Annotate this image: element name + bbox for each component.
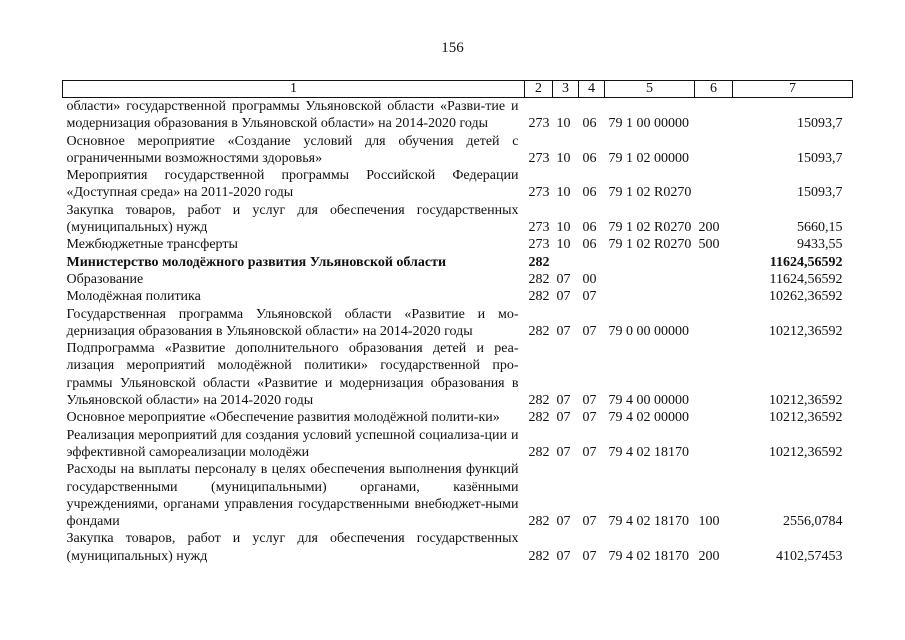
row-kbk-ministry: 273 [528, 116, 550, 132]
row-amount: 4102,57453 [776, 548, 843, 564]
row-kbk-ministry: 282 [528, 271, 550, 287]
table-row [63, 530, 853, 565]
row-amount: 2556,0784 [783, 514, 843, 530]
row-name: Министерство молодёжного развития Ульяновской области [66, 254, 447, 270]
row-subsection: 07 [582, 444, 597, 460]
row-section: 10 [556, 220, 571, 236]
row-kbk-ministry: 282 [528, 393, 550, 409]
row-expense-type [695, 133, 733, 168]
row-subsection: 06 [582, 237, 597, 253]
row-amount: 10262,36592 [769, 289, 843, 305]
row-target-article: 79 1 02 00000 [608, 150, 689, 166]
table-body [63, 98, 853, 566]
row-section: 07 [556, 393, 571, 409]
row-kbk-ministry: 273 [528, 150, 550, 166]
row-subsection: 07 [582, 548, 597, 564]
row-subsection: 07 [582, 323, 597, 339]
row-expense-type [695, 288, 733, 305]
table-row [63, 340, 853, 409]
row-subsection [579, 254, 605, 271]
row-expense-type: 200 [698, 220, 720, 236]
row-section [553, 254, 579, 271]
row-name: Молодёжная политика [66, 289, 201, 305]
table-row [63, 271, 853, 288]
row-subsection: 07 [582, 289, 597, 305]
row-expense-type [695, 98, 733, 133]
row-subsection: 00 [582, 271, 597, 287]
header-col-1: 1 [63, 81, 525, 98]
row-subsection: 06 [582, 150, 597, 166]
row-expense-type [695, 427, 733, 462]
row-target-article: 79 1 02 R0270 [608, 185, 692, 201]
row-section: 07 [556, 410, 571, 426]
row-expense-type [695, 167, 733, 202]
table-row [63, 427, 853, 462]
row-amount: 11624,56592 [769, 271, 843, 287]
row-section: 07 [556, 444, 571, 460]
row-kbk-ministry: 282 [528, 444, 550, 460]
row-name: Расходы на выплаты персоналу в целях обеспечения выполнения функций государственными (муниципальными) органами, казёнными учреждениями, органами управления государственными внебюджет-ными фондами [66, 462, 519, 530]
header-col-5: 5 [605, 81, 695, 98]
row-expense-type: 500 [698, 237, 720, 253]
row-kbk-ministry: 282 [528, 289, 550, 305]
row-target-article: 79 4 02 18170 [608, 548, 689, 564]
row-section: 07 [556, 548, 571, 564]
row-amount: 15093,7 [797, 150, 843, 166]
row-section: 10 [556, 185, 571, 201]
row-subsection: 06 [582, 116, 597, 132]
table-row [63, 133, 853, 168]
row-target-article: 79 4 02 00000 [608, 410, 689, 426]
row-expense-type: 100 [698, 514, 720, 530]
row-expense-type: 200 [698, 548, 720, 564]
row-expense-type [695, 306, 733, 341]
row-amount: 9433,55 [797, 237, 843, 253]
table-row [63, 236, 853, 253]
row-target-article: 79 1 02 R0270 [608, 220, 692, 236]
row-name: Реализация мероприятий для создания условий успешной социализа-ции и эффективной самореализации молодёжи [66, 427, 519, 460]
row-expense-type [695, 409, 733, 426]
row-name: Межбюджетные трансферты [66, 237, 238, 253]
row-target-article: 79 4 02 18170 [608, 514, 689, 530]
table-row [63, 306, 853, 341]
row-section: 07 [556, 514, 571, 530]
row-amount: 15093,7 [797, 116, 843, 132]
row-expense-type [695, 271, 733, 288]
row-name: Образование [66, 271, 144, 287]
row-name: Подпрограмма «Развитие дополнительного образования детей и реа-лизация мероприятий молодёжной политики» государственной про-граммы Ульяновской области «Развитие и модернизация образования в Ульяновской области» на 2014-2020 годы [66, 341, 519, 409]
row-target-article [605, 271, 695, 288]
table-row [63, 461, 853, 530]
header-col-3: 3 [553, 81, 579, 98]
row-amount: 15093,7 [797, 185, 843, 201]
table-row [63, 202, 853, 237]
table-row [63, 288, 853, 305]
row-subsection: 07 [582, 393, 597, 409]
row-name: Государственная программа Ульяновской области «Развитие и мо-дернизация образования в Ульяновской области» на 2014-2020 годы [66, 306, 519, 339]
table-row [63, 98, 853, 133]
row-expense-type [695, 340, 733, 409]
header-col-6: 6 [695, 81, 733, 98]
row-kbk-ministry: 282 [528, 410, 550, 426]
table-header-row [63, 81, 853, 98]
row-subsection: 06 [582, 185, 597, 201]
row-subsection: 06 [582, 220, 597, 236]
table-row [63, 167, 853, 202]
row-name: Основное мероприятие «Обеспечение развития молодёжной полити-ки» [66, 410, 500, 426]
row-name: Закупка товаров, работ и услуг для обеспечения государственных (муниципальных) нужд [66, 202, 519, 236]
row-name: Основное мероприятие «Создание условий для обучения детей с ограниченными возможностями здоровья» [66, 133, 519, 166]
row-section: 07 [556, 289, 571, 305]
row-kbk-ministry: 282 [528, 323, 550, 339]
row-amount: 10212,36592 [769, 410, 843, 426]
row-kbk-ministry: 273 [528, 220, 550, 236]
row-section: 10 [556, 150, 571, 166]
row-section: 07 [556, 323, 571, 339]
header-col-7: 7 [733, 81, 853, 98]
row-kbk-ministry: 282 [528, 548, 550, 564]
row-subsection: 07 [582, 514, 597, 530]
table-row [63, 409, 853, 426]
table-row [63, 254, 853, 271]
page-number: 156 [441, 40, 464, 56]
row-target-article: 79 0 00 00000 [608, 323, 689, 339]
budget-table [62, 80, 853, 565]
header-col-4: 4 [579, 81, 605, 98]
row-name: Закупка товаров, работ и услуг для обеспечения государственных (муниципальных) нужд [66, 531, 519, 564]
row-amount: 10212,36592 [769, 393, 843, 409]
row-kbk-ministry: 282 [528, 254, 550, 270]
header-col-2: 2 [525, 81, 553, 98]
row-amount: 11624,56592 [769, 254, 843, 270]
row-target-article: 79 1 00 00000 [608, 116, 689, 132]
row-target-article: 79 4 02 18170 [608, 444, 689, 460]
row-subsection: 07 [582, 410, 597, 426]
row-target-article: 79 4 00 00000 [608, 393, 689, 409]
row-target-article: 79 1 02 R0270 [608, 237, 692, 253]
row-kbk-ministry: 282 [528, 514, 550, 530]
row-name: области» государственной программы Ульяновской области «Разви-тие и модернизация образования в Ульяновской области» на 2014-2020 годы [66, 99, 519, 132]
row-section: 10 [556, 237, 571, 253]
row-expense-type [695, 254, 733, 271]
row-target-article [605, 288, 695, 305]
row-amount: 10212,36592 [769, 444, 843, 460]
row-section: 07 [556, 271, 571, 287]
row-kbk-ministry: 273 [528, 237, 550, 253]
row-name: Мероприятия государственной программы Российской Федерации «Доступная среда» на 2011-2020 годы [66, 168, 519, 201]
row-amount: 10212,36592 [769, 323, 843, 339]
row-amount: 5660,15 [797, 220, 843, 236]
row-kbk-ministry: 273 [528, 185, 550, 201]
row-section: 10 [556, 116, 571, 132]
row-target-article [605, 254, 695, 271]
